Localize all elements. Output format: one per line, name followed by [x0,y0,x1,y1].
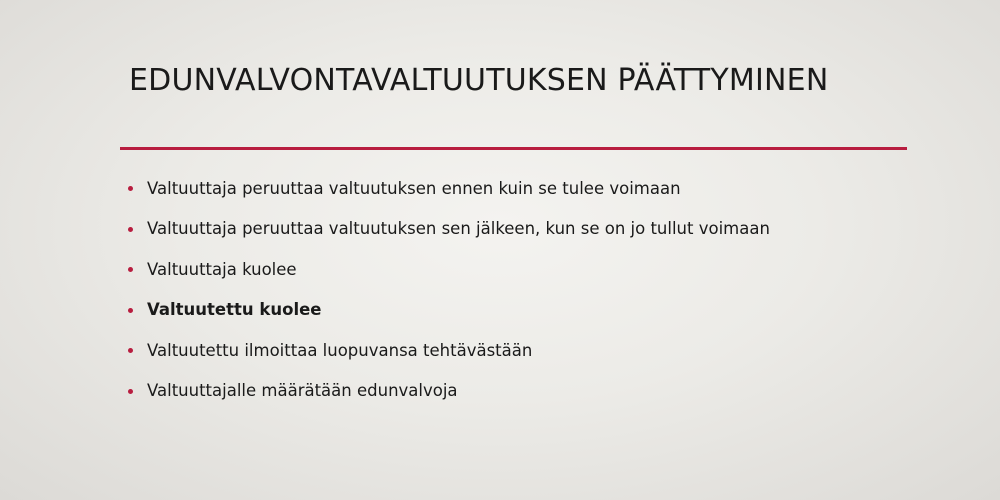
bullet-item [128,371,770,412]
bullet-text: Valtuuttaja peruuttaa valtuutuksen sen jälkeen, kun se on jo tullut voimaan [147,219,770,239]
bullet-item [128,330,770,371]
bullet-dot-icon [128,389,133,394]
bullet-text: Valtuuttaja kuolee [147,259,297,279]
bullet-text: Valtuuttajalle määrätään edunvalvoja [147,381,458,401]
bullet-item [128,209,770,250]
bullet-dot-icon [128,227,133,232]
bullet-list [128,168,770,411]
bullet-dot-icon [128,308,133,313]
bullet-text: Valtuutettu ilmoittaa luopuvansa tehtävästään [147,340,533,360]
bullet-dot-icon [128,186,133,191]
bullet-item [128,290,770,331]
title-divider [120,147,907,150]
bullet-dot-icon [128,348,133,353]
bullet-text: Valtuutettu kuolee [147,300,322,320]
bullet-dot-icon [128,267,133,272]
slide-title: EDUNVALVONTAVALTUUTUKSEN PÄÄTTYMINEN [129,63,829,98]
bullet-text: Valtuuttaja peruuttaa valtuutuksen ennen kuin se tulee voimaan [147,178,681,198]
bullet-item [128,249,770,290]
bullet-item [128,168,770,209]
